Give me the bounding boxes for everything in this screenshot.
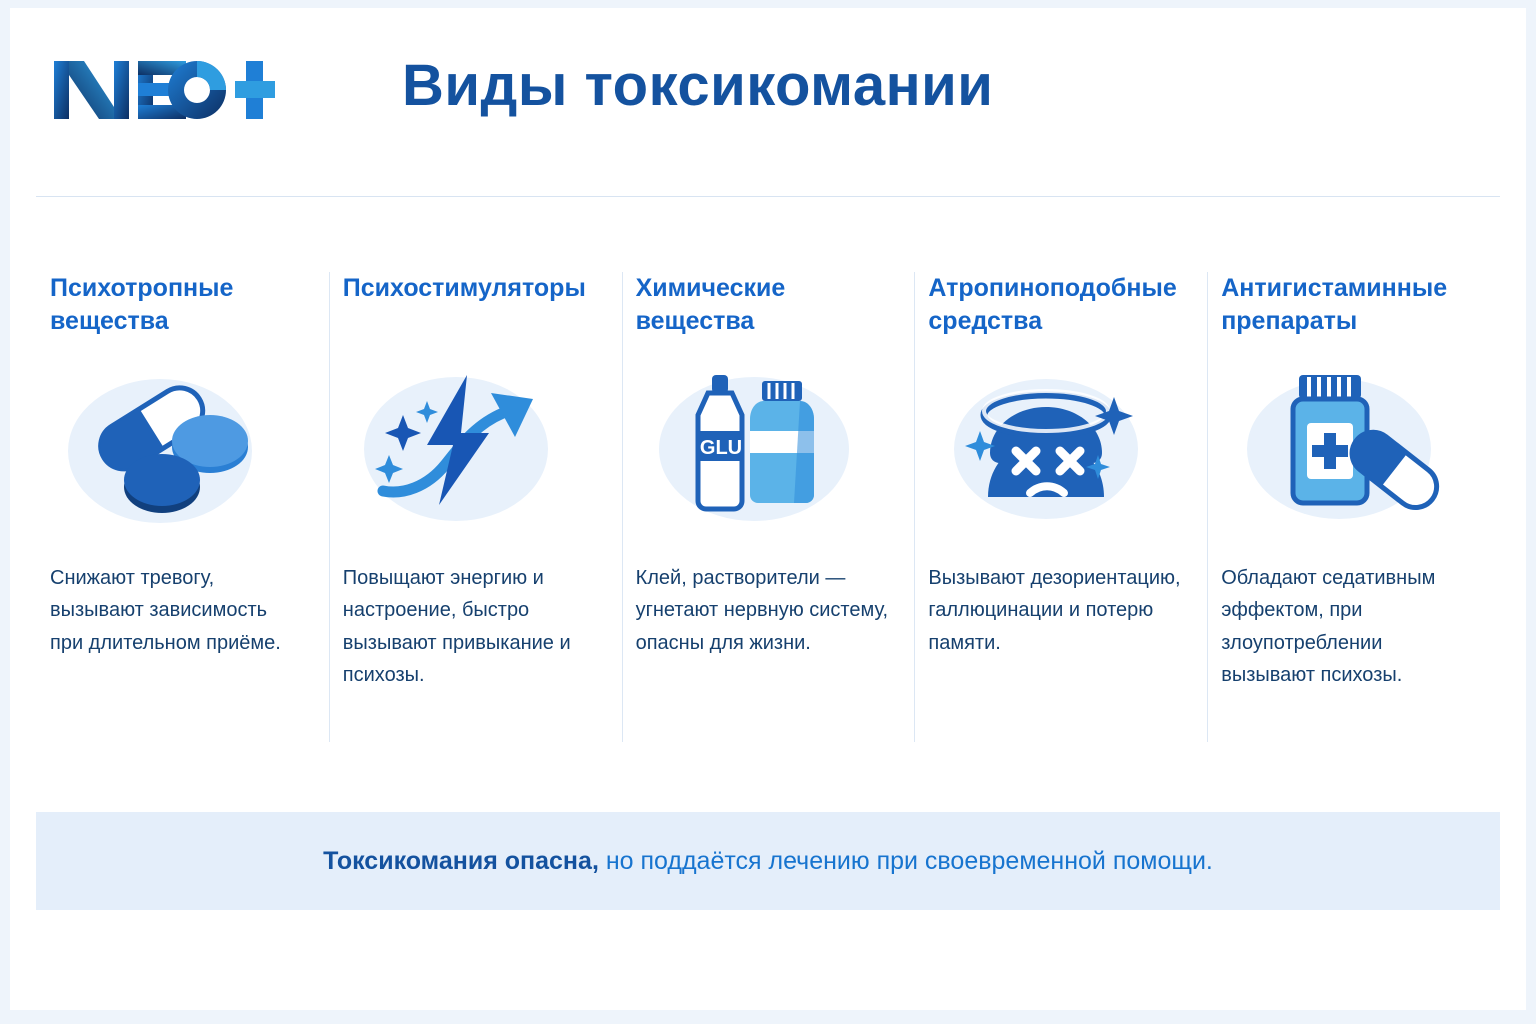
footer-banner-text <box>323 847 1213 876</box>
lightning-arrow-icon <box>343 354 596 544</box>
category-title: Химические вещества <box>635 274 786 335</box>
glue-solvent-bottles-icon <box>636 354 889 544</box>
category-title: Психотропные вещества <box>50 274 234 335</box>
category-description: Повыщают энергию и настроение, быстро вызывают привыкание и психозы. <box>342 567 571 687</box>
category-column-stimulants <box>329 272 622 742</box>
category-column-antihistamine <box>1207 272 1500 742</box>
category-description: Обладают седативным эффектом, при злоупотреблении вызывают психозы. <box>1221 567 1436 687</box>
header-divider <box>36 196 1500 197</box>
category-description: Снижают тревогу, вызывают зависимость при длительном приёме. <box>50 567 281 654</box>
right-edge-strip <box>1526 0 1536 1024</box>
pills-capsule-icon <box>50 354 303 544</box>
bottom-edge-strip <box>0 1010 1536 1024</box>
category-description: Клей, растворители — угнетают нервную систему, опасны для жизни. <box>635 567 889 654</box>
left-edge-strip <box>0 0 10 1024</box>
category-column-psychotropic <box>36 272 329 742</box>
page-title: Виды токсикомании <box>402 52 994 118</box>
footer-banner-rest: но поддаётся лечению при своевременной помощи. <box>598 846 1213 875</box>
dizzy-head-icon <box>928 354 1181 544</box>
category-title: Атропиноподобные средства <box>928 274 1177 335</box>
glue-label: GLU <box>699 436 742 459</box>
category-title: Психостимуляторы <box>342 274 586 302</box>
category-title: Антигистаминные препараты <box>1221 274 1448 335</box>
category-columns <box>36 272 1500 742</box>
category-column-atropine <box>914 272 1207 742</box>
footer-banner-bold: Токсикомания опасна, <box>323 846 599 875</box>
footer-banner <box>36 812 1500 910</box>
category-description: Вызывают дезориентацию, галлюцинации и потерю памяти. <box>928 567 1181 654</box>
brand-logo <box>50 45 290 125</box>
poster-header <box>36 0 1500 170</box>
category-column-chemicals <box>622 272 915 742</box>
medicine-bottle-capsule-icon <box>1221 354 1474 544</box>
